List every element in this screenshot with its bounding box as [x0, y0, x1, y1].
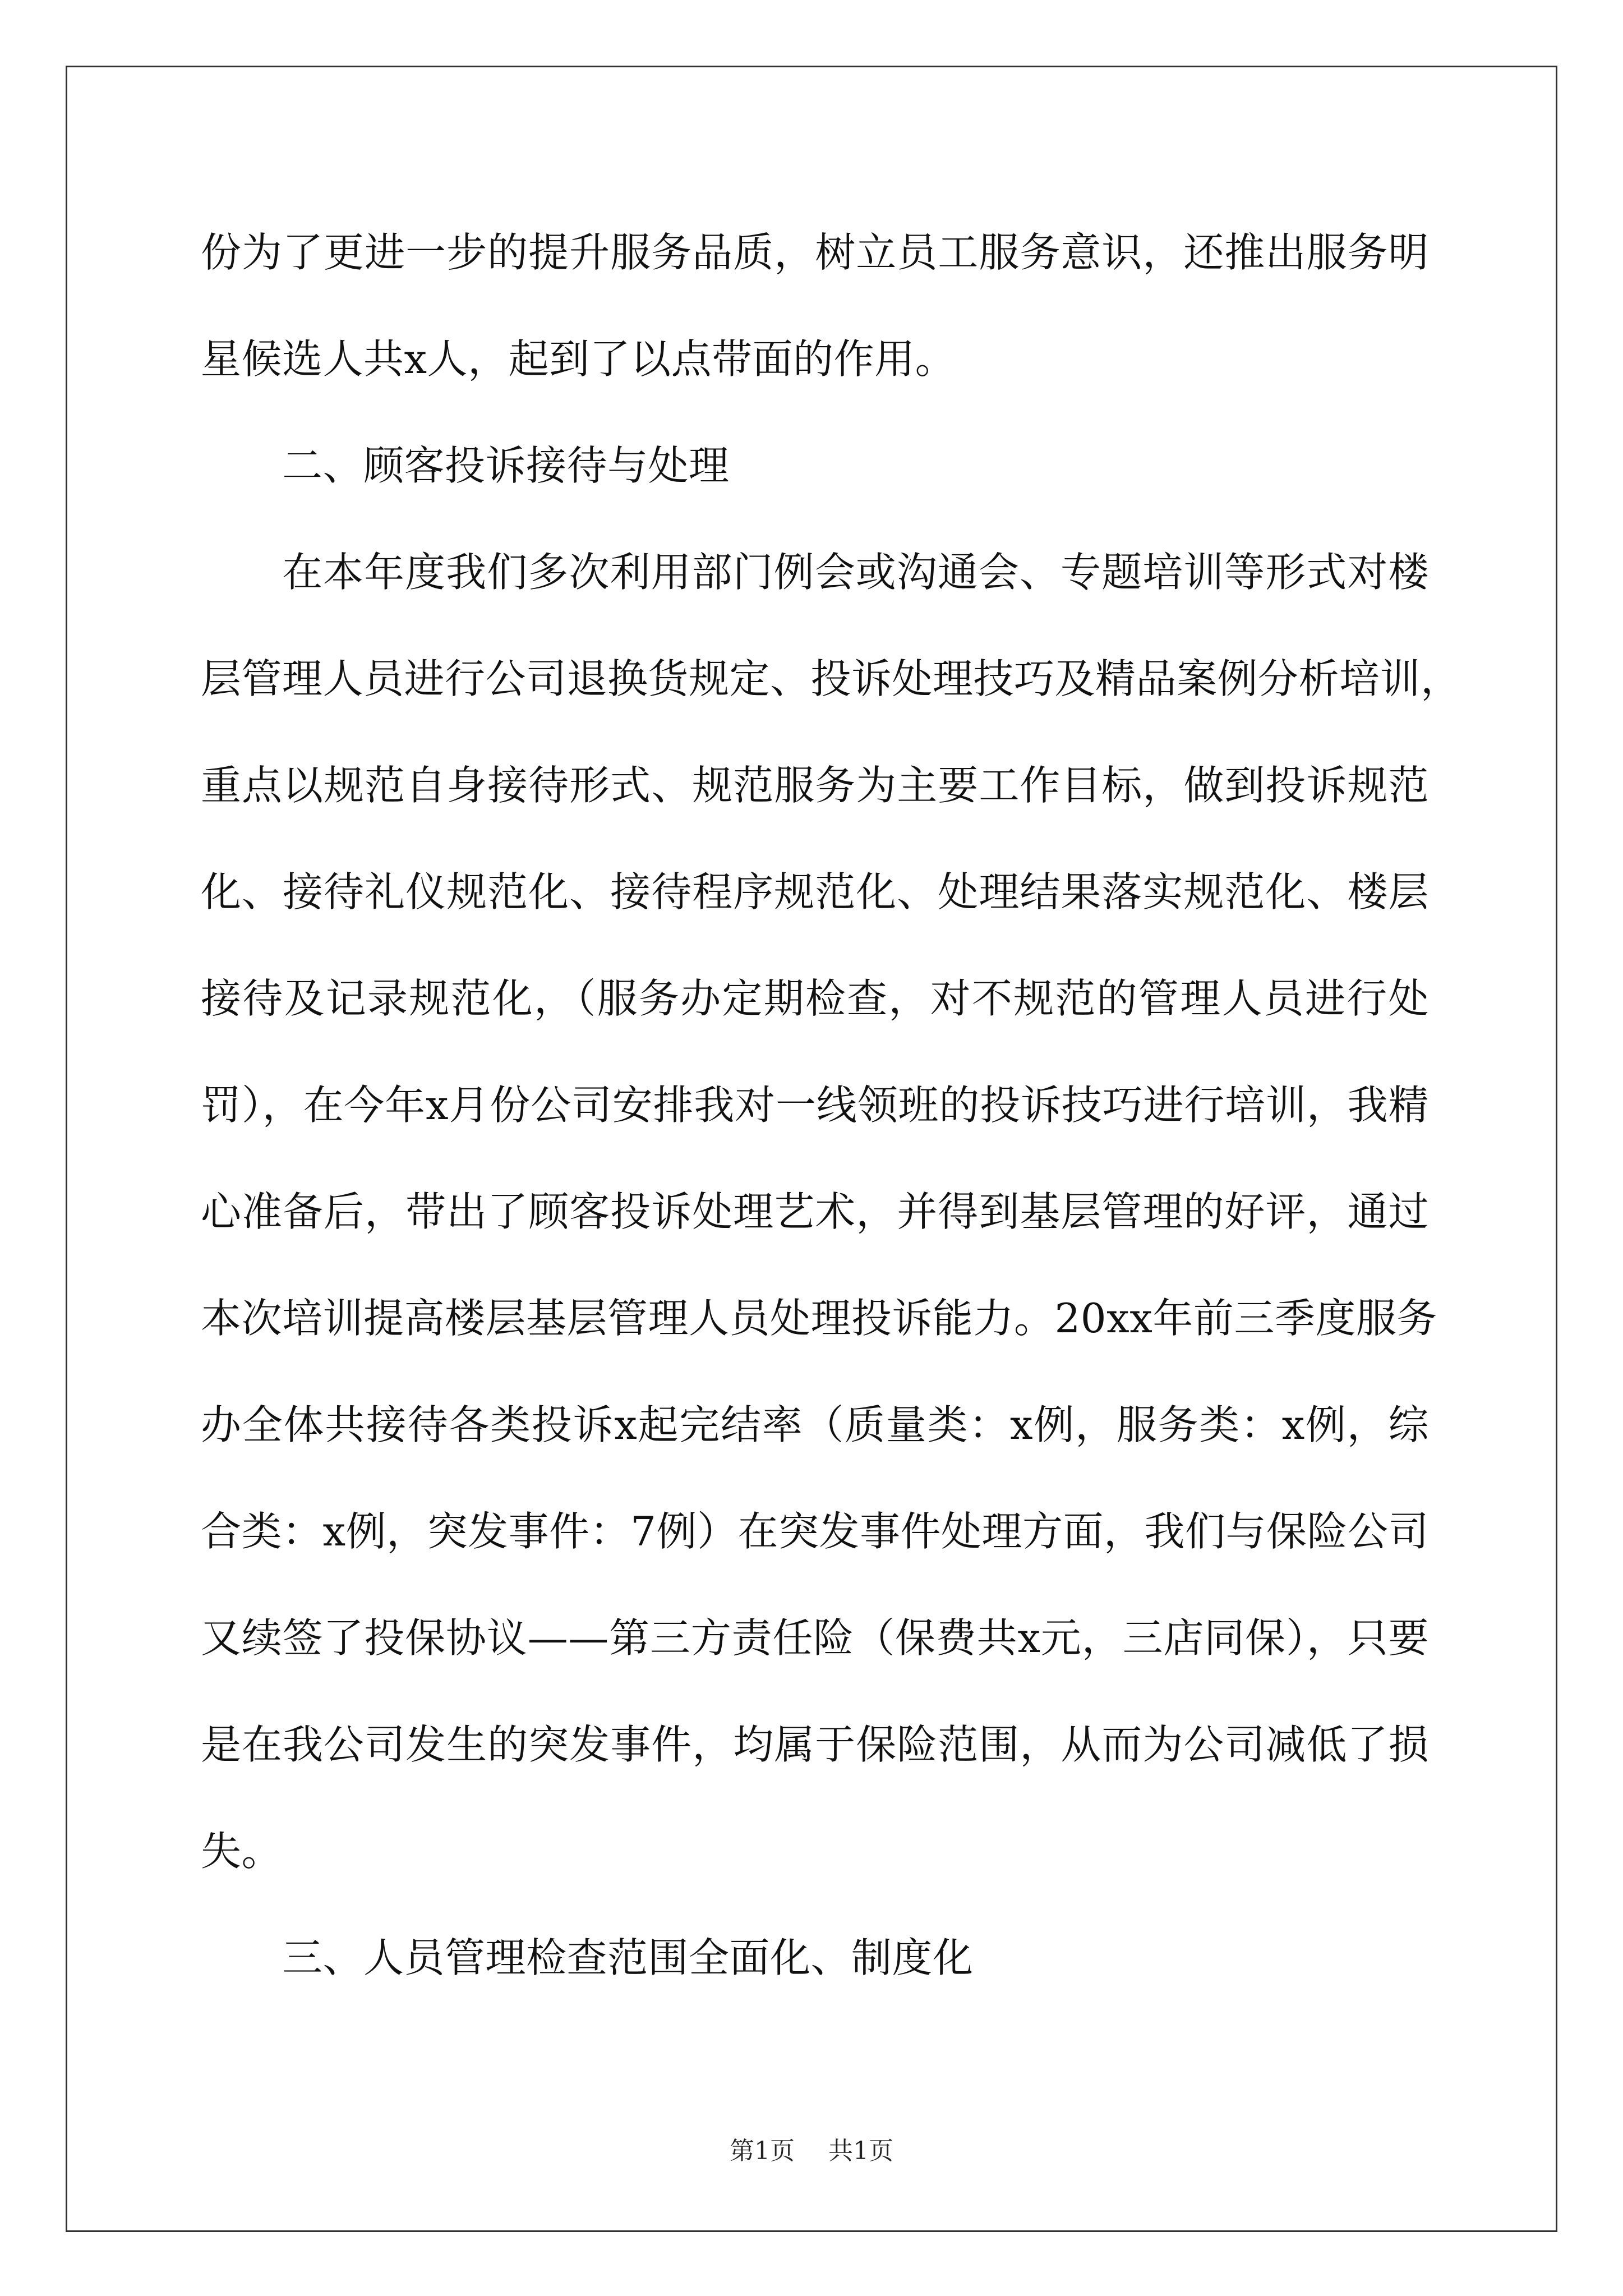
document-body [201, 210, 1461, 2022]
page-number: 第1页 [730, 2137, 795, 2165]
text-line-7: 化、接待礼仪规范化、接待程序规范化、处理结果落实规范化、楼层 [201, 868, 1429, 915]
page-total: 共1页 [828, 2137, 893, 2165]
text-line-11: 本次培训提高楼层基层管理人员处理投诉能力。20xx年前三季度服务 [201, 1295, 1437, 1342]
page-footer [0, 2134, 1623, 2168]
text-line-13: 合类：x例，突发事件：7例）在突发事件处理方面，我们与保险公司 [201, 1508, 1429, 1555]
text-line-9: 罚），在今年x月份公司安排我对一线领班的投诉技巧进行培训，我精 [201, 1082, 1429, 1129]
text-line-15: 是在我公司发生的突发事件，均属于保险范围，从而为公司减低了损 [201, 1721, 1429, 1768]
text-line-6: 重点以规范自身接待形式、规范服务为主要工作目标，做到投诉规范 [201, 762, 1429, 809]
text-line-16: 失。 [201, 1828, 283, 1875]
section-heading-2: 二、顾客投诉接待与处理 [282, 442, 730, 489]
text-line-14: 又续签了投保协议——第三方责任险（保费共x元，三店同保），只要 [201, 1614, 1429, 1662]
text-line-2: 星候选人共x人，起到了以点带面的作用。 [201, 335, 956, 383]
text-line-5: 层管理人员进行公司退换货规定、投诉处理技巧及精品案例分析培训， [201, 655, 1461, 702]
text-line-8: 接待及记录规范化，（服务办定期检查，对不规范的管理人员进行处 [201, 975, 1429, 1022]
text-line-10: 心准备后，带出了顾客投诉处理艺术，并得到基层管理的好评，通过 [201, 1188, 1429, 1235]
text-line-12: 办全体共接待各类投诉x起完结率（质量类：x例，服务类：x例，综 [201, 1401, 1429, 1448]
text-line-1: 份为了更进一步的提升服务品质，树立员工服务意识，还推出服务明 [201, 229, 1429, 276]
section-heading-3: 三、人员管理检查范围全面化、制度化 [282, 1934, 974, 1981]
text-line-4: 在本年度我们多次利用部门例会或沟通会、专题培训等形式对楼 [282, 549, 1429, 596]
